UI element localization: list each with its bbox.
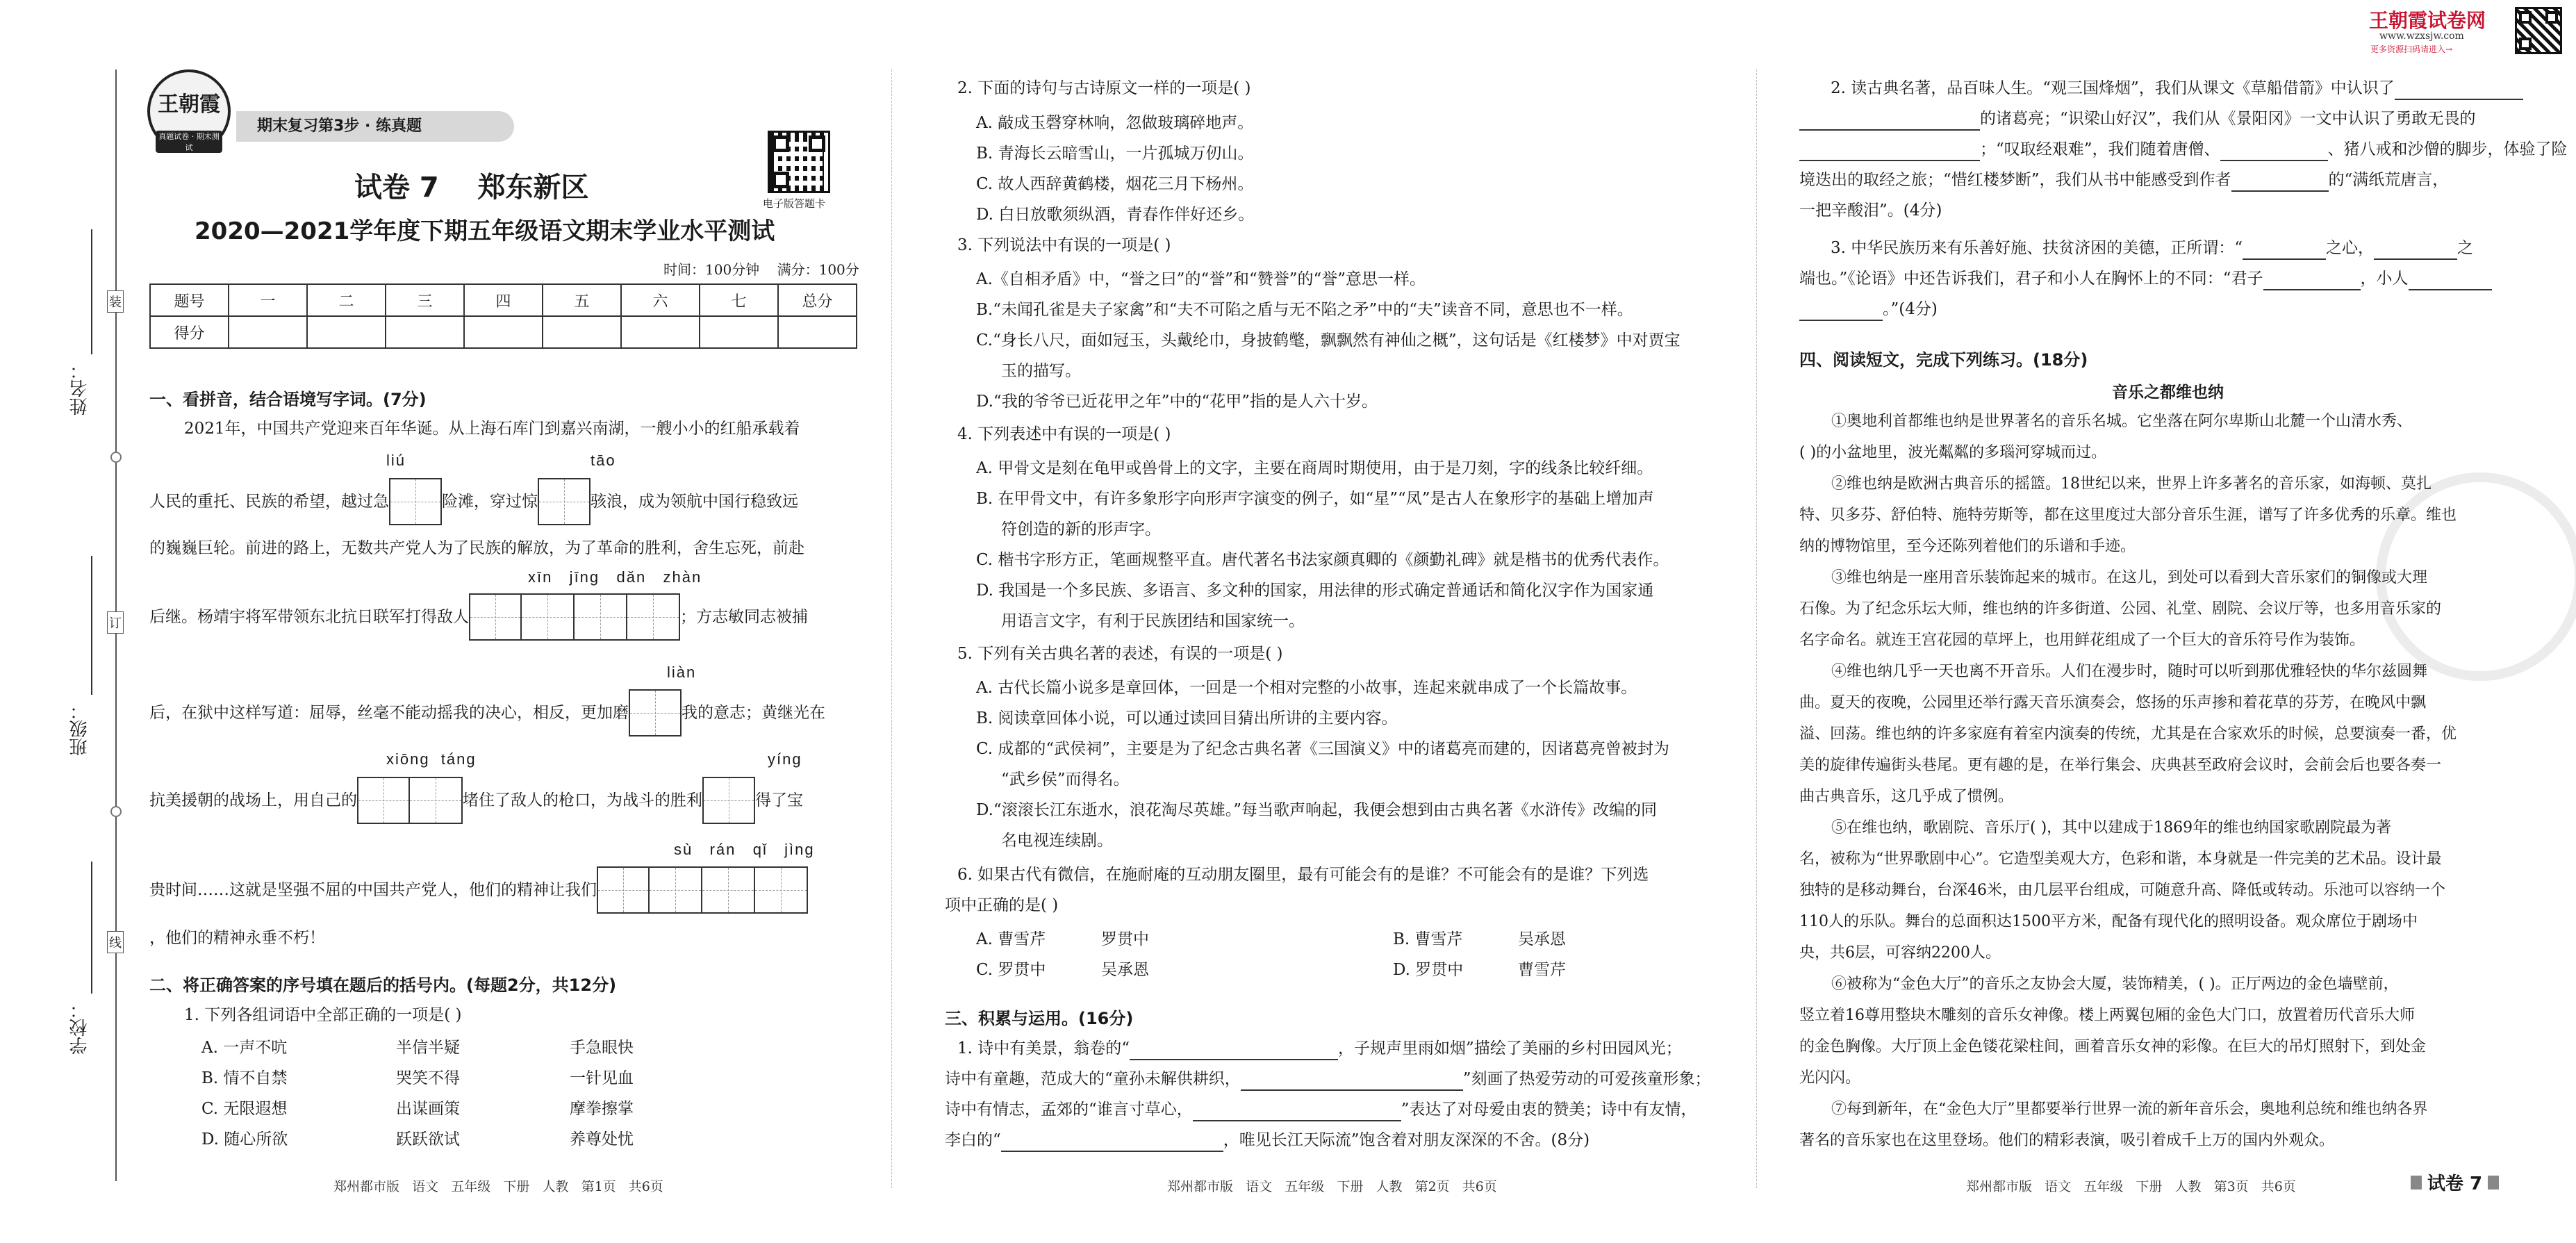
binding-class-label: 班级： [69,702,90,756]
blank-fan-chengda[interactable] [1241,1073,1463,1091]
footer-page-1: 郑州都市版 语文 五年级 下册 人教 第1页 共6页 [333,1179,663,1194]
s2-q6-options [976,924,1566,985]
s2-q4-option-b[interactable]: B. 在甲骨文中，有许多象形字向形声字演变的例子，如“星”“凤”是古人在象形字的基础上增加声 [976,490,1654,508]
answer-box-xjdz-2[interactable] [522,593,575,641]
page-divider [891,69,892,1188]
article-line: 石像。为了纪念乐坛大师，维也纳的许多街道、公园、礼堂、剧院、会议厅等，也多用音乐家的 [1799,600,2442,618]
s2-q2-option-c[interactable]: C. 故人西辞黄鹤楼，烟花三月下杨州。 [976,175,1254,193]
s2-q6-line2: 项中正确的是( ) [945,896,1059,914]
score-cell[interactable] [543,316,621,348]
s1-line6 [149,777,803,824]
answer-box-ying[interactable] [702,777,755,824]
score-cell[interactable] [386,316,464,348]
exam-title: 试卷 7 郑东新区 [354,172,589,204]
s2-q1-option-a[interactable]: A. 一声不吭 半信半疑 手急眼快 [201,1039,634,1057]
s2-q4-option-a[interactable]: A. 甲骨文是刻在龟甲或兽骨上的文字，主要在商周时期使用，由于是刀刻，字的线条比较纤细。 [976,459,1653,477]
score-col: 五 [543,284,621,316]
score-cell[interactable] [464,316,543,348]
s1-line2b: 险滩，穿过惊 [442,493,538,511]
article-line: ③维也纳是一座用音乐装饰起来的城市。在这儿，到处可以看到大音乐家们的铜像或大理 [1831,569,2428,586]
s2-q4-option-c[interactable]: C. 楷书字形方正，笔画规整平直。唐代著名书法家颜真卿的《颜勤礼碑》就是楷书的优秀代表作。 [976,551,1669,569]
score-col: 四 [464,284,543,316]
blank-q2-4[interactable] [2220,143,2328,161]
s2-q5-option-b[interactable]: B. 阅读章回体小说，可以通过读回目猜出所讲的主要内容。 [976,709,1398,727]
score-col: 六 [621,284,700,316]
s3-q3-line3: 。”(4分) [1799,297,1938,321]
score-col: 三 [386,284,464,316]
exam-time: 时间：100分钟 满分：100分 [663,261,859,278]
s1-line6a: 抗美援朝的战场上，用自己的 [149,791,357,809]
pinyin-liu: liú [386,452,406,469]
score-cell[interactable] [307,316,386,348]
article-line: 纳的博物馆里，至今还陈列着他们的乐谱和手迹。 [1799,538,2136,555]
s2-q6-option-ab[interactable]: A. 曹雪芹 罗贯中 B. 曹雪芹 吴承恩 [976,930,1566,948]
article-line: ( )的小盆地里，波光粼粼的多瑙河穿城而过。 [1799,444,2107,461]
s2-q2-option-b[interactable]: B. 青海长云暗雪山，一片孤城万仞山。 [976,145,1254,163]
brand-name: 王朝霞试卷网 [2369,9,2486,32]
s2-q5: 5. 下列有关古典名著的表述，有误的一项是( ) [957,645,1283,663]
binding-hole-1 [110,452,122,463]
article-line: 名字命名。就连王宫花园的草坪上，也用鲜花组成了一个巨大的音乐符号作为装饰。 [1799,632,2366,649]
page-3 [1799,0,2576,1243]
footer-page-3: 郑州都市版 语文 五年级 下册 人教 第3页 共6页 [1966,1179,2296,1194]
s3-q2-line2: 的诸葛亮；“识梁山好汉”，我们从《景阳冈》一文中认识了勇敢无畏的 [1799,107,2476,131]
s1-line4 [149,593,808,641]
s2-q2-options [976,108,1254,230]
class-underline[interactable] [91,556,92,695]
s2-q4-option-d-cont: 用语言文字，有利于民族团结和国家统一。 [1001,612,1305,630]
score-col: 题号 [150,284,229,316]
qr-caption: 电子版答题卡 [763,197,826,210]
s3-q1-line4: 李白的“ ，唯见长江天际流”饱含着对朋友深深的不舍。(8分) [945,1128,1590,1152]
answer-box-srqj-3[interactable] [702,866,755,914]
s1-line2c: 骇浪，成为领航中国行稳致远 [591,493,798,511]
s2-q5-option-c-cont: “武乡侯”而得名。 [1001,771,1130,789]
article-line: ②维也纳是欧洲古典音乐的摇篮。18世纪以来，世界上许多著名的音乐家，如海顿、莫扎 [1831,475,2431,493]
s2-q1-option-b[interactable]: B. 情不自禁 哭笑不得 一针见血 [201,1069,634,1087]
s1-line2a: 人民的重托、民族的希望，越过急 [149,493,389,511]
page-divider [1756,69,1757,1188]
score-cell[interactable] [778,316,857,348]
score-cell[interactable] [621,316,700,348]
score-col: 二 [307,284,386,316]
s1-line6c: 得了宝 [755,791,803,809]
footer-page-2: 郑州都市版 语文 五年级 下册 人教 第2页 共6页 [1167,1179,1497,1194]
footer-exam-tag: 试卷 7 [2411,1169,2499,1195]
s2-q3-option-d[interactable]: D.“我的爷爷已近花甲之年”中的“花甲”指的是人六十岁。 [976,393,1378,411]
answer-card-qr[interactable] [768,131,830,193]
s3-q1-line1: 1. 诗中有美景，翁卷的“ ，子规声里雨如烟”描绘了美丽的乡村田园风光； [957,1037,1682,1060]
article-line: 特、贝多芬、舒伯特、施特劳斯等，都在这里度过大部分音乐生涯，谱写了许多优秀的乐章。维也 [1799,507,2457,524]
blank-q2-1[interactable] [2395,82,2523,100]
article-line: 名，被称为“世界歌剧中心”。它造型美观大方，色彩和谐，本身就是一件完美的艺术品。设计最 [1799,850,2442,868]
score-row-label: 得分 [150,316,229,348]
binding-name-label: 姓名： [69,361,90,415]
s1-line5b: 我的意志；黄继光在 [682,704,825,722]
s2-q4-option-b-cont: 符创造的新的形声字。 [1001,520,1161,538]
s3-q1-line2: 诗中有童趣，范成大的“童孙未解供耕织， ”刻画了热爱劳动的可爱孩童形象； [945,1067,1711,1091]
s2-q5-options [976,673,1669,856]
article-line: ①奥地利首都维也纳是世界著名的音乐名城。它坐落在阿尔卑斯山北麓一个山清水秀、 [1831,413,2413,430]
brand-sub: 更多资源扫码请进入→ [2370,44,2453,54]
article-line: 曲古典音乐，这几乎成了惯例。 [1799,788,2014,805]
s1-line6b: 堵住了敌人的枪口，为战斗的胜利 [463,791,702,809]
s2-q3-option-a[interactable]: A.《自相矛盾》中，“誉之曰”的“誉”和“赞誉”的“誉”意思一样。 [976,270,1426,288]
page-2 [945,0,1737,1243]
article-line: 竖立着16尊用整块木雕刻的音乐女神像。楼上两翼包厢的金色大门口，放置着历代音乐大师 [1799,1007,2415,1024]
answer-box-srqj-4[interactable] [755,866,808,914]
s1-line1: 2021年，中国共产党迎来百年华诞。从上海石库门到嘉兴南湖，一艘小小的红船承载着 [184,420,800,438]
s2-q6-line1: 6. 如果古代有微信，在施耐庵的互动朋友圈里，最有可能会有的是谁？不可能会有的是谁？下列选 [957,866,1649,884]
score-row [150,316,857,348]
brand-qr[interactable] [2515,7,2562,54]
answer-box-lian[interactable] [629,689,682,736]
section4-title: 四、阅读短文，完成下列练习。(18分) [1799,350,2088,370]
blank-weng-juan[interactable] [1130,1042,1338,1060]
blank-q3-2[interactable] [2374,242,2457,260]
blank-q2-2[interactable] [1799,113,1980,131]
pinyin-srqj: sù rán qǐ jìng [674,841,815,858]
s2-q1: 1. 下列各组词语中全部正确的一项是( ) [184,1006,462,1024]
s2-q3-option-c-cont: 玉的描写。 [1001,362,1081,380]
pinyin-lian: liàn [667,664,697,681]
binding-school-label: 学校： [69,1001,90,1055]
article-body [1799,406,2536,1156]
s2-q4-options [976,453,1669,636]
binding-mark-3: 线 [107,931,124,953]
s2-q2-option-d[interactable]: D. 白日放歌须纵酒，青春作伴好还乡。 [976,206,1255,224]
section2-title: 二、将正确答案的序号填在题后的括号内。(每题2分，共12分) [149,976,617,995]
s3-q1-line3: 诗中有情志，孟郊的“谁言寸草心， ”表达了对母爱由衷的赞美；诗中有友情， [945,1098,1697,1121]
s1-line4a: 后继。杨靖宇将军带领东北抗日联军打得敌人 [149,608,469,626]
answer-box-tang[interactable] [410,777,463,824]
article-line: 央，共6层，可容纳2200人。 [1799,944,2001,962]
article-title: 音乐之都维也纳 [2112,384,2224,402]
blank-q3-5[interactable] [1799,303,1883,321]
exam-subtitle: 2020—2021学年度下期五年级语文期末学业水平测试 [195,217,775,245]
pinyin-xjdz: xīn jīng dǎn zhàn [528,568,702,586]
s3-q2-line5: 一把辛酸泪”。(4分) [1799,201,1942,220]
article-line: 溢、回荡。维也纳的许多家庭有着室内演奏的传统，尤其是在合家欢乐的时候，总要演奏一番，优 [1799,725,2457,743]
article-line: ④维也纳几乎一天也离不开音乐。人们在漫步时，随时可以听到那优雅轻快的华尔兹圆舞 [1831,663,2428,680]
article-line: ⑤在维也纳，歌剧院、音乐厅( )，其中以建成于1869年的维也纳国家歌剧院最为著 [1831,819,2392,837]
s2-q5-option-c[interactable]: C. 成都的“武侯祠”，主要是为了纪念古典名著《三国演义》中的诸葛亮而建的，因诸葛亮曾被封为 [976,740,1669,758]
s2-q5-option-d[interactable]: D.“滚滚长江东逝水，浪花淘尽英雄。”每当歌声响起，我便会想到由古典名著《水浒传》改编的同 [976,801,1657,819]
s1-line2 [149,478,798,525]
article-line: 独特的是移动舞台，台深46米，由几层平台组成，可随意升高、降低或转动。乐池可以容纳一个 [1799,882,2445,899]
s2-q1-options [201,1032,634,1155]
answer-box-srqj-2[interactable] [650,866,702,914]
s3-q3-line1: 3. 中华民族历来有乐善好施、扶贫济困的美德，正所谓：“ 之心， 之 [1831,236,2473,260]
score-header-row [150,284,857,316]
section1-title: 一、看拼音，结合语境写字词。(7分) [149,390,427,409]
article-line: 著名的音乐家也在这里登场。他们的精彩表演，吸引着成千上万的国内外观众。 [1799,1132,2335,1149]
s2-q3-option-b[interactable]: B.“未闻孔雀是夫子家禽”和“夫不可陷之盾与无不陷之矛”中的“夫”读音不同，意思也不一样。 [976,301,1633,319]
brand-logo [147,69,231,153]
s2-q6-option-cd[interactable]: C. 罗贯中 吴承恩 D. 罗贯中 曹雪芹 [976,961,1566,979]
s1-line4b: ；方志敏同志被捕 [680,608,808,626]
answer-box-xjdz-4[interactable] [627,593,680,641]
s2-q5-option-a[interactable]: A. 古代长篇小说多是章回体，一回是一个相对完整的小故事，连起来就串成了一个长篇故事。 [976,679,1637,697]
s2-q3: 3. 下列说法中有误的一项是( ) [957,236,1171,254]
s2-q1-option-c[interactable]: C. 无限遐想 出谋画策 摩拳擦掌 [201,1100,634,1118]
blank-li-bai[interactable] [1001,1134,1223,1152]
article-line: 的金色胸像。大厅顶上金色镂花梁柱间，画着音乐女神的彩像。在巨大的吊灯照射下，到处金 [1799,1038,2427,1055]
article-line: 光闪闪。 [1799,1069,1861,1087]
binding-mark-1: 装 [107,290,124,313]
s1-line8: ，他们的精神永垂不朽！ [149,929,325,947]
answer-box-tao[interactable] [538,478,591,525]
s3-q2-line3: ；“叹取经艰难”，我们随着唐僧、 、猪八戒和沙僧的脚步，体验了险 [1799,138,2568,161]
school-underline[interactable] [91,862,92,994]
pinyin-tao: tāo [591,452,616,469]
article-line: ⑥被称为“金色大厅”的音乐之友协会大厦，装饰精美，( )。正厅两边的金色墙壁前， [1831,976,2399,993]
section3-title: 三、积累与运用。(16分) [945,1009,1134,1028]
blank-q3-1[interactable] [2243,242,2326,260]
s1-line3: 的巍巍巨轮。前进的路上，无数共产党人为了民族的解放，为了革命的胜利，舍生忘死，前赴 [149,539,804,557]
score-cell[interactable] [700,316,778,348]
article-line: 美的旋律传遍街头巷尾。更有趣的是，在举行集会、庆典甚至政府会议时，会前会后也要各奏一 [1799,757,2442,774]
answer-box-liu[interactable] [389,478,442,525]
s1-line5 [149,689,825,736]
article-line: ⑦每到新年，在“金色大厅”里都要举行世界一流的新年音乐会，奥地利总统和维也纳各界 [1831,1101,2428,1118]
s2-q3-options [976,264,1681,417]
s2-q2-option-a[interactable]: A. 敲成玉磬穿林响，忽做玻璃碎地声。 [976,114,1254,132]
answer-box-xiong[interactable] [357,777,410,824]
binding-hole-2 [110,806,122,817]
banner-text: 期末复习第3步 · 练真题 [257,117,422,135]
s2-q2: 2. 下面的诗句与古诗原文一样的一项是( ) [957,79,1251,97]
logo-text: 王朝霞 [158,92,220,117]
score-table [149,283,857,349]
s1-line7 [149,866,808,914]
name-underline[interactable] [91,229,92,354]
header-banner [236,111,514,142]
s2-q4: 4. 下列表述中有误的一项是( ) [957,425,1171,443]
s3-q3-line2: 端也。”《论语》中还告诉我们，君子和小人在胸怀上的不同：“君子 ，小人 [1799,267,2492,290]
article-line: 曲。夏天的夜晚，公园里还举行露天音乐演奏会，悠扬的乐声掺和着花草的芬芳，在晚风中飘 [1799,694,2427,711]
blank-q2-5[interactable] [2231,174,2329,192]
binding-margin [0,0,139,1243]
logo-caption: 真题试卷 · 期末测试 [156,131,222,153]
s3-q2-line4: 境迭出的取经之旅；“惜红楼梦断”，我们从书中能感受到作者 的“满纸荒唐言， [1799,168,2448,192]
article-line: 110人的乐队。舞台的总面积达1500平方米，配备有现代化的照明设备。观众席位于剧场中 [1799,913,2418,930]
s2-q3-option-c[interactable]: C.“身长八尺，面如冠玉，头戴纶巾，身披鹤氅，飘飘然有神仙之概”，这句话是《红楼梦》中对贾宝 [976,331,1681,349]
s1-line7a: 贵时间……这就是坚强不屈的中国共产党人，他们的精神让我们 [149,881,597,899]
blank-meng-jiao[interactable] [1193,1103,1401,1121]
s2-q1-option-d[interactable]: D. 随心所欲 跃跃欲试 养尊处忧 [201,1130,634,1149]
pinyin-ying: yíng [768,750,802,768]
s2-q5-option-d-cont: 名电视连续剧。 [1001,832,1113,850]
score-col: 一 [229,284,307,316]
brand-url: www.wzxsjw.com [2379,31,2464,42]
blank-q3-3[interactable] [2263,272,2361,290]
score-col: 总分 [778,284,857,316]
s3-q2-line1: 2. 读古典名著，品百味人生。“观三国烽烟”，我们从课文《草船借箭》中认识了 [1831,76,2523,100]
score-col: 七 [700,284,778,316]
s2-q4-option-d[interactable]: D. 我国是一个多民族、多语言、多文种的国家，用法律的形式确定普通话和简化汉字作为国家通 [976,582,1654,600]
answer-box-xjdz-3[interactable] [575,593,627,641]
blank-q3-4[interactable] [2409,272,2492,290]
score-cell[interactable] [229,316,307,348]
binding-mark-2: 订 [107,611,124,634]
answer-box-srqj-1[interactable] [597,866,650,914]
s1-line5a: 后，在狱中这样写道：屈辱，丝毫不能动摇我的决心，相反，更加磨 [149,704,629,722]
pinyin-xiongtang: xiōng táng [386,750,477,768]
answer-box-xjdz-1[interactable] [469,593,522,641]
blank-q2-3[interactable] [1799,143,1980,161]
page-1 [139,0,875,1243]
